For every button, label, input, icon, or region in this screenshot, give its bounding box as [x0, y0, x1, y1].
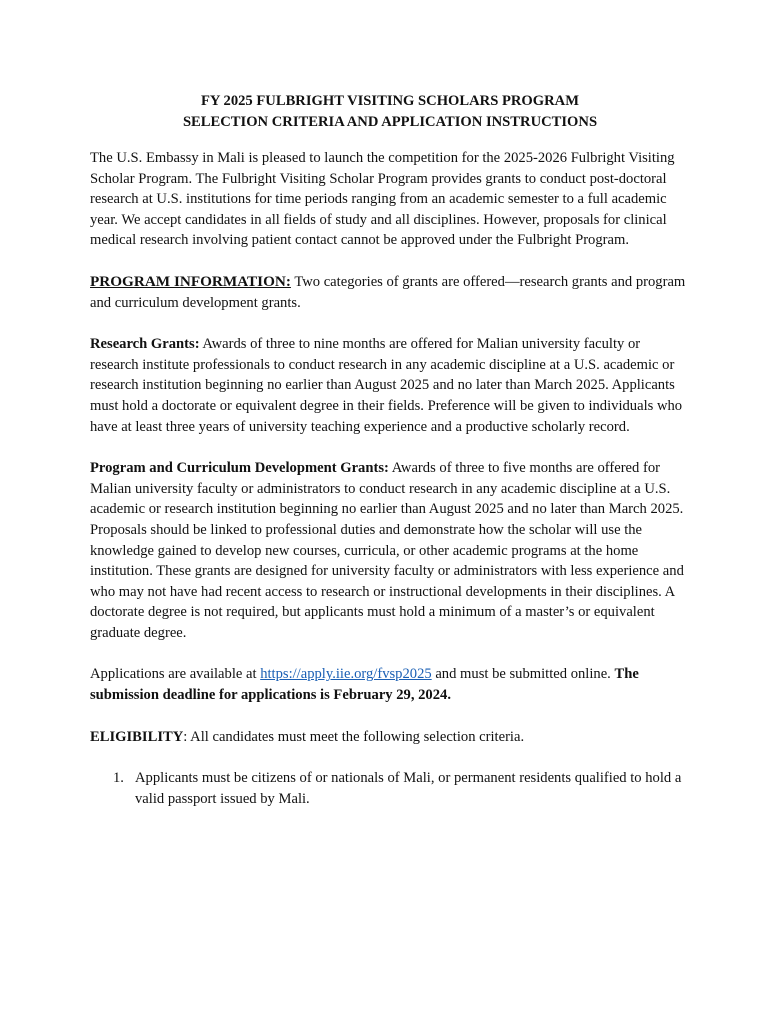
applications-middle: and must be submitted online.: [431, 666, 615, 683]
applications-paragraph: [90, 664, 690, 705]
list-item: [90, 768, 690, 809]
program-info-text: Two categories of grants are offered—research grants and program and curriculum development grants.: [90, 273, 686, 311]
program-info-heading: PROGRAM INFORMATION:: [90, 272, 291, 290]
research-grants-text: Awards of three to nine months are offered for Malian university faculty or research institute professionals to conduct research in any academic discipline at a U.S. academic or research institution beginning no earlier than August 2025 and no later than March 2025. Applicants must hold a doctorate or equivalent degree in their fields. Preference will be given to individuals who have at least three years of university teaching experience and a productive scholarly record.: [90, 336, 683, 435]
eligibility-heading: ELIGIBILITY: [90, 728, 184, 745]
submission-deadline: The submission deadline for applications is February 29, 2024.: [90, 666, 639, 704]
document-page: [90, 91, 690, 809]
curriculum-grants-text: Awards of three to five months are offered for Malian university faculty or administrators to conduct research in any academic discipline at a U.S. academic or research institution beginning no earlier than August 2025 and no later than March 2025. Proposals should be linked to professional duties and demonstrate how the scholar will use the knowledge gained to develop new courses, curricula, or other academic programs at the home institution. These grants are designed for university faculty or administrators with less experience and who may not have had recent access to research or instructional developments in their disciplines. A doctorate degree is not required, but applicants must hold a minimum of a master’s or equivalent graduate degree.: [90, 460, 684, 641]
intro-paragraph: The U.S. Embassy in Mali is pleased to launch the competition for the 2025-2026 Fulbright Visiting Scholar Program. The Fulbright Visiting Scholar Program provides grants to conduct post-doctoral research at U.S. institutions for time periods ranging from an academic semester to a full academic year. We accept candidates in all fields of study and all disciplines. However, proposals for clinical medical research involving patient contact cannot be approved under the Fulbright Program.: [90, 150, 675, 249]
program-info-paragraph: [90, 272, 690, 313]
eligibility-text: : All candidates must meet the following selection criteria.: [183, 728, 525, 745]
applications-prefix: Applications are available at: [90, 666, 261, 683]
research-grants-heading: Research Grants:: [90, 336, 200, 353]
research-grants-paragraph: [90, 334, 690, 437]
document-title: [90, 91, 690, 133]
list-item-text: Applicants must be citizens of or nationals of Mali, or permanent residents qualified to hold a valid passport issued by Mali.: [135, 770, 682, 807]
curriculum-grants-heading: Program and Curriculum Development Grants:: [90, 460, 389, 477]
title-line-1: FY 2025 FULBRIGHT VISITING SCHOLARS PROGRAM: [200, 93, 579, 109]
application-link[interactable]: https://apply.iie.org/fvsp2025: [260, 666, 432, 683]
title-line-2: SELECTION CRITERIA AND APPLICATION INSTRUCTIONS: [182, 114, 598, 130]
criteria-list: [90, 768, 690, 809]
curriculum-grants-paragraph: [90, 458, 690, 643]
eligibility-paragraph: [90, 727, 690, 748]
list-item-number: 1.: [113, 770, 124, 787]
